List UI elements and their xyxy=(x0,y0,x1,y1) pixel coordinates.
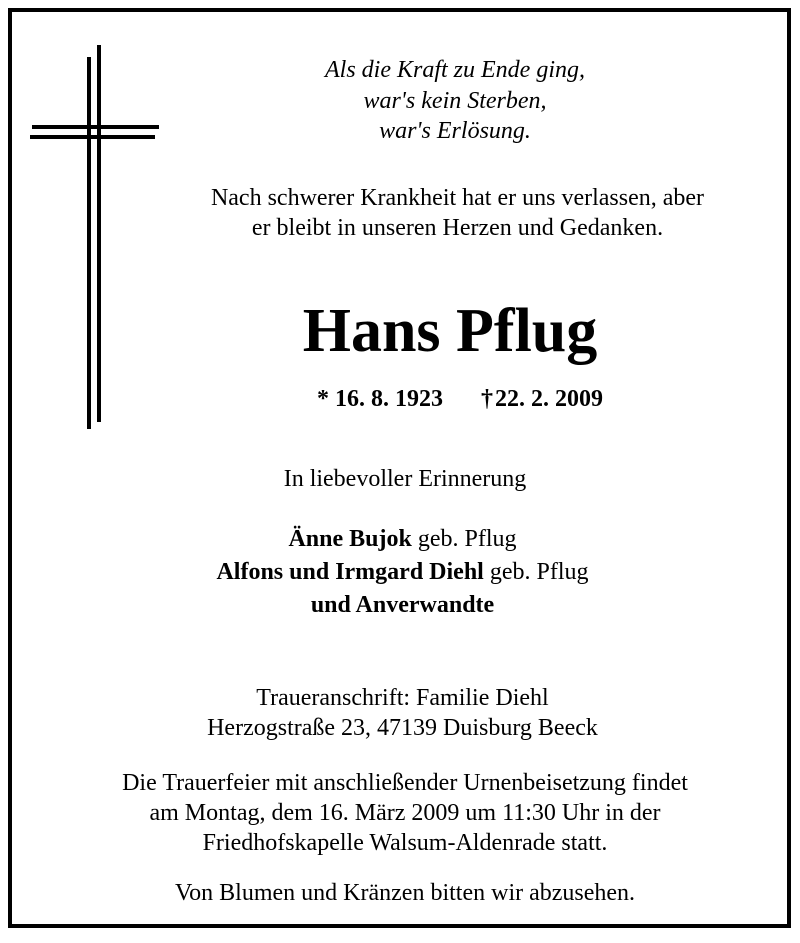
poem-line-2: war's kein Sterben, xyxy=(363,88,547,114)
mourner-row-3: und Anverwandte xyxy=(310,592,495,618)
birth-date: * 16. 8. 1923 xyxy=(316,386,443,412)
address-line-1: Traueranschrift: Familie Diehl xyxy=(256,685,549,711)
poem-line-1: Als die Kraft zu Ende ging, xyxy=(325,57,585,83)
address-line-2: Herzogstraße 23, 47139 Duisburg Beeck xyxy=(207,715,598,741)
ceremony-line-2: am Montag, dem 16. März 2009 um 11:30 Uhr in der xyxy=(149,800,661,826)
closing-line: Von Blumen und Kränzen bitten wir abzusehen. xyxy=(174,880,636,906)
cross-icon xyxy=(30,45,160,430)
death-date: 22. 2. 2009 xyxy=(495,386,603,412)
remembrance-line: In liebevoller Erinnerung xyxy=(283,466,527,492)
poem-line-3: war's Erlösung. xyxy=(379,118,531,144)
life-dates xyxy=(270,386,650,413)
intro-line-1: Nach schwerer Krankheit hat er uns verlassen, aber xyxy=(210,185,705,211)
mourner-row-2 xyxy=(150,559,655,586)
mourner-row-1 xyxy=(150,526,655,553)
ceremony-line-3: Friedhofskapelle Walsum-Aldenrade statt. xyxy=(202,830,608,856)
mourner-name-1: Änne Bujok xyxy=(288,526,412,552)
mourner-suffix-1: geb. Pflug xyxy=(417,526,517,552)
mourner-name-2: Alfons und Irmgard Diehl xyxy=(216,559,484,585)
mourner-suffix-2: geb. Pflug xyxy=(489,559,589,585)
intro-line-2: er bleibt in unseren Herzen und Gedanken. xyxy=(251,215,664,241)
deceased-name: Hans Pflug xyxy=(302,297,598,365)
dagger-icon: † xyxy=(480,386,493,412)
ceremony-line-1: Die Trauerfeier mit anschließender Urnenbeisetzung findet xyxy=(122,770,688,796)
